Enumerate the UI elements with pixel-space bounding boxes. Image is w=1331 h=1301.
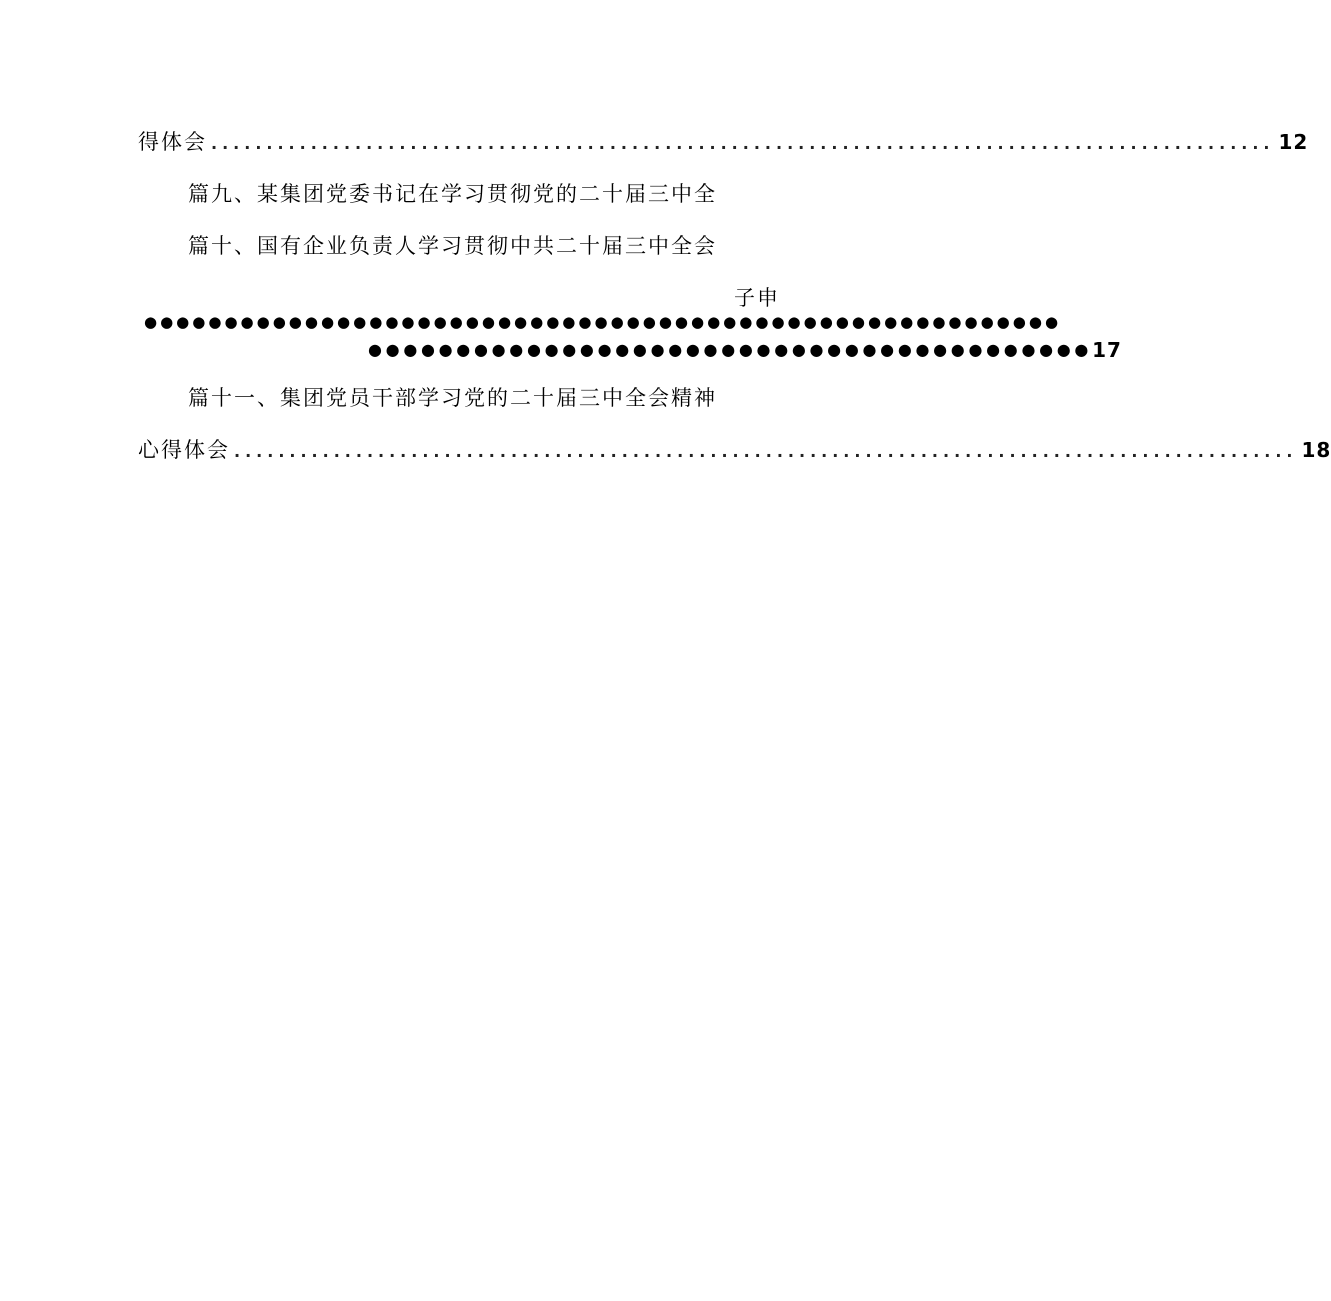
toc-entry-9[interactable]	[188, 178, 717, 210]
dot-leader: ................................................................................................	[211, 134, 1275, 153]
dot-leader: ................................................................................................	[234, 442, 1298, 461]
toc-entry-8-tail[interactable]	[138, 126, 1309, 158]
dot-leader-row: ●●●●●●●●●●●●●●●●●●●●●●●●●●●●●●●●●●●●●●●●●●●●●●●●●●●●●●●●●	[144, 313, 1062, 331]
toc-entry-11-tail[interactable]	[138, 434, 1331, 466]
toc-entry-text: 心得体会	[138, 438, 230, 462]
toc-entry-text: 篇九、某集团党委书记在学习贯彻党的二十届三中全	[188, 182, 717, 206]
dot-leader: ●●●●●●●●●●●●●●●●●●●●●●●●●●●●●●●●●●●●●●●●●	[368, 340, 1093, 359]
toc-entry-text: 篇十、国有企业负责人学习贯彻中共二十届三中全会	[188, 234, 717, 258]
toc-entry-10-page-row[interactable]	[368, 334, 1122, 366]
toc-page-number: 18	[1301, 438, 1331, 462]
toc-entry-text: 子申	[734, 286, 780, 310]
toc-entry-text: 篇十一、集团党员干部学习党的二十届三中全会精神	[188, 386, 717, 410]
toc-page-number: 17	[1092, 338, 1122, 362]
toc-entry-text: 得体会	[138, 130, 207, 154]
toc-entry-10[interactable]	[188, 230, 717, 262]
toc-page-number: 12	[1278, 130, 1309, 154]
toc-entry-11[interactable]	[188, 382, 717, 414]
